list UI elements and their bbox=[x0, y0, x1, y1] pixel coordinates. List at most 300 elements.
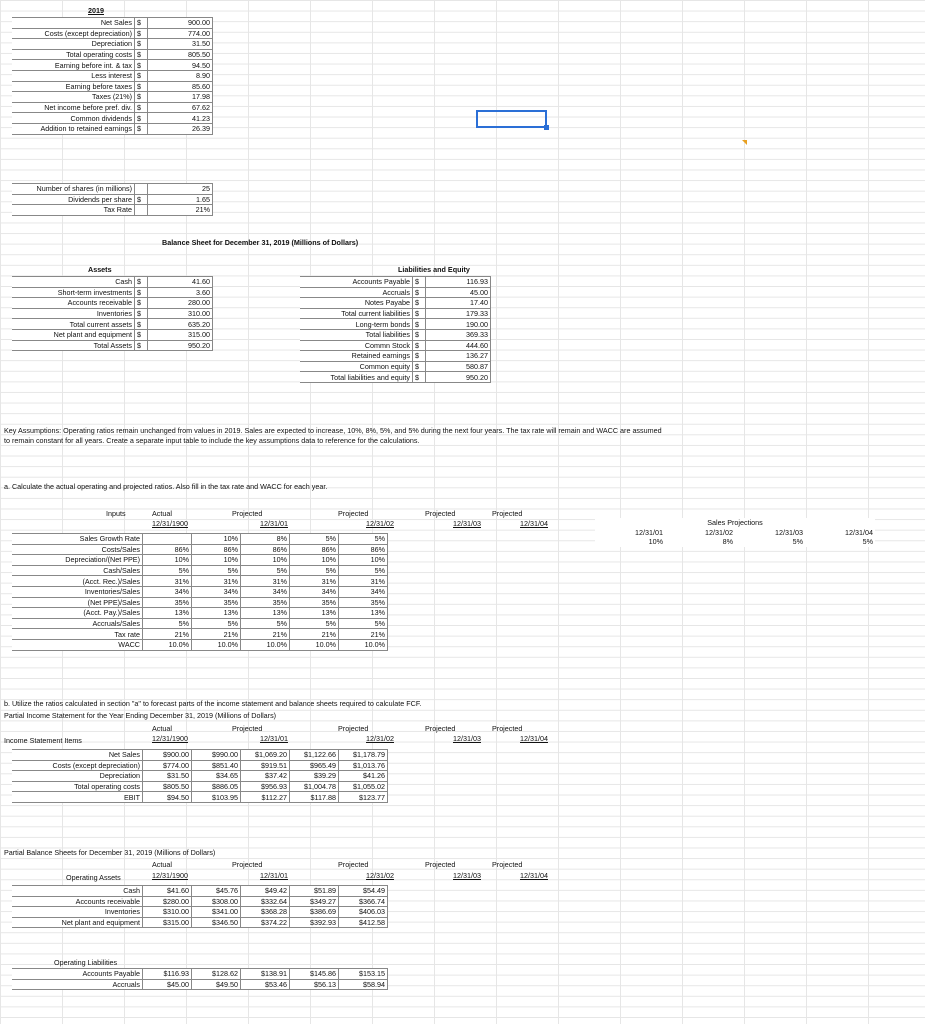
currency-symbol: $ bbox=[135, 308, 148, 319]
value-cell[interactable]: 35% bbox=[339, 597, 388, 608]
value-cell[interactable]: $406.03 bbox=[339, 907, 388, 918]
row-value[interactable]: 116.93 bbox=[426, 277, 491, 288]
value-cell[interactable]: $41.26 bbox=[339, 771, 388, 782]
row-label: Inventories bbox=[12, 308, 135, 319]
value-cell[interactable]: 34% bbox=[143, 586, 192, 597]
row-label: Total operating costs bbox=[12, 49, 135, 60]
currency-symbol: $ bbox=[135, 329, 148, 340]
currency-symbol: $ bbox=[135, 194, 148, 205]
value-cell[interactable]: $103.95 bbox=[192, 792, 241, 803]
currency-symbol: $ bbox=[135, 102, 148, 113]
table-row bbox=[595, 537, 875, 547]
row-value[interactable]: 25 bbox=[148, 184, 213, 195]
value-cell[interactable]: $128.62 bbox=[192, 969, 241, 980]
row-label: Total current liabilities bbox=[300, 308, 413, 319]
table-row bbox=[12, 781, 388, 792]
value-cell[interactable]: $349.27 bbox=[290, 896, 339, 907]
value-cell[interactable]: $374.22 bbox=[241, 917, 290, 928]
value-cell[interactable]: 10% bbox=[241, 555, 290, 566]
value-cell[interactable]: $386.69 bbox=[290, 907, 339, 918]
table-row bbox=[12, 194, 213, 205]
row-value[interactable]: 17.40 bbox=[426, 298, 491, 309]
currency-symbol: $ bbox=[135, 340, 148, 351]
column-date: 12/31/01 bbox=[260, 734, 288, 743]
table-row bbox=[12, 917, 388, 928]
column-type: Projected bbox=[492, 724, 523, 733]
table-row bbox=[300, 372, 491, 383]
column-type: Projected bbox=[425, 860, 456, 869]
table-row bbox=[300, 361, 491, 372]
value-cell[interactable]: $145.86 bbox=[290, 969, 339, 980]
value-cell[interactable]: 31% bbox=[192, 576, 241, 587]
value-cell[interactable]: $886.05 bbox=[192, 781, 241, 792]
table-row bbox=[12, 597, 388, 608]
row-label: Less interest bbox=[12, 70, 135, 81]
value-cell[interactable]: $805.50 bbox=[143, 781, 192, 792]
value-cell[interactable]: $31.50 bbox=[143, 771, 192, 782]
currency-symbol: $ bbox=[135, 287, 148, 298]
liabilities-header: Liabilities and Equity bbox=[398, 265, 470, 274]
currency-symbol: $ bbox=[413, 319, 426, 330]
row-value[interactable]: 3.60 bbox=[148, 287, 213, 298]
table-row bbox=[12, 969, 388, 980]
table-row bbox=[300, 351, 491, 362]
value-cell[interactable]: $116.93 bbox=[143, 969, 192, 980]
column-date: 12/31/1900 bbox=[152, 519, 188, 528]
value-cell[interactable]: $123.77 bbox=[339, 792, 388, 803]
balance-sheet-title: Balance Sheet for December 31, 2019 (Millions of Dollars) bbox=[162, 238, 359, 247]
value-cell[interactable]: 10% bbox=[339, 555, 388, 566]
value-cell[interactable]: 31% bbox=[290, 576, 339, 587]
currency-symbol: $ bbox=[135, 49, 148, 60]
key-assumptions-line2: to remain constant for all years. Create a separate input table to include the key assumptions data to reference for the calculations. bbox=[4, 436, 420, 445]
row-label: Accruals bbox=[300, 287, 413, 298]
value-cell[interactable]: 34% bbox=[339, 586, 388, 597]
part-b-instruction: b. Utilize the ratios calculated in section "a" to forecast parts of the income statement and balance sheets required to calculate FCF. bbox=[4, 699, 422, 708]
column-date: 12/31/1900 bbox=[152, 871, 188, 880]
column-type: Projected bbox=[338, 509, 369, 518]
value-cell[interactable]: $54.49 bbox=[339, 886, 388, 897]
column-type: Actual bbox=[152, 509, 172, 518]
currency-symbol: $ bbox=[135, 70, 148, 81]
row-label: WACC bbox=[12, 639, 143, 650]
table-row bbox=[12, 277, 213, 288]
row-label: Total liabilities bbox=[300, 329, 413, 340]
projection-date: 12/31/04 bbox=[845, 527, 873, 537]
currency-symbol: $ bbox=[135, 81, 148, 92]
value-cell[interactable]: 10.0% bbox=[339, 639, 388, 650]
value-cell[interactable]: 10.0% bbox=[241, 639, 290, 650]
column-date: 12/31/03 bbox=[453, 871, 481, 880]
table-row bbox=[12, 18, 213, 29]
row-value[interactable]: 900.00 bbox=[148, 18, 213, 29]
row-value[interactable]: 805.50 bbox=[148, 49, 213, 60]
column-type: Projected bbox=[425, 509, 456, 518]
value-cell[interactable]: 10% bbox=[192, 534, 241, 545]
sales-projections-title: Sales Projections bbox=[707, 518, 763, 528]
table-row bbox=[12, 329, 213, 340]
table-row bbox=[595, 528, 875, 538]
value-cell[interactable]: 35% bbox=[290, 597, 339, 608]
row-value[interactable]: 21% bbox=[148, 205, 213, 216]
column-type: Projected bbox=[232, 509, 263, 518]
value-cell[interactable]: $112.27 bbox=[241, 792, 290, 803]
row-label: Total Assets bbox=[12, 340, 135, 351]
value-cell[interactable]: $315.00 bbox=[143, 917, 192, 928]
table-row bbox=[12, 39, 213, 50]
row-value[interactable]: 950.20 bbox=[426, 372, 491, 383]
column-date: 12/31/02 bbox=[366, 871, 394, 880]
table-row bbox=[12, 308, 213, 319]
value-cell[interactable]: $56.13 bbox=[290, 979, 339, 990]
value-cell[interactable]: $965.49 bbox=[290, 760, 339, 771]
value-cell[interactable]: $49.42 bbox=[241, 886, 290, 897]
table-row bbox=[12, 886, 388, 897]
row-value[interactable]: 315.00 bbox=[148, 329, 213, 340]
value-cell[interactable]: $34.65 bbox=[192, 771, 241, 782]
table-row bbox=[300, 340, 491, 351]
table-row bbox=[12, 639, 388, 650]
value-cell[interactable]: 5% bbox=[241, 565, 290, 576]
value-cell[interactable]: 34% bbox=[290, 586, 339, 597]
projection-date: 12/31/01 bbox=[635, 527, 663, 537]
table-row bbox=[12, 618, 388, 629]
row-label: Short-term investments bbox=[12, 287, 135, 298]
value-cell[interactable]: 5% bbox=[192, 618, 241, 629]
table-row bbox=[12, 113, 213, 124]
table-row bbox=[12, 576, 388, 587]
balance-sheet-partial-title: Partial Balance Sheets for December 31, 2019 (Millions of Dollars) bbox=[4, 848, 216, 857]
value-cell[interactable]: $94.50 bbox=[143, 792, 192, 803]
value-cell[interactable]: 86% bbox=[241, 544, 290, 555]
currency-symbol: $ bbox=[135, 39, 148, 50]
value-cell[interactable]: 5% bbox=[143, 618, 192, 629]
table-row bbox=[12, 608, 388, 619]
currency-symbol: $ bbox=[413, 340, 426, 351]
selected-cell[interactable] bbox=[476, 110, 547, 128]
row-value[interactable]: 310.00 bbox=[148, 308, 213, 319]
currency-symbol: $ bbox=[413, 329, 426, 340]
currency-symbol: $ bbox=[135, 319, 148, 330]
column-date: 12/31/04 bbox=[520, 519, 548, 528]
row-value[interactable]: 41.60 bbox=[148, 277, 213, 288]
value-cell[interactable]: 5% bbox=[290, 618, 339, 629]
table-row bbox=[12, 70, 213, 81]
value-cell[interactable]: 21% bbox=[192, 629, 241, 640]
comment-marker bbox=[742, 140, 747, 145]
table-row bbox=[300, 329, 491, 340]
row-value[interactable]: 85.60 bbox=[148, 81, 213, 92]
value-cell[interactable]: 31% bbox=[339, 576, 388, 587]
table-row bbox=[300, 298, 491, 309]
column-date: 12/31/03 bbox=[453, 519, 481, 528]
row-value[interactable]: 635.20 bbox=[148, 319, 213, 330]
row-value[interactable]: 580.87 bbox=[426, 361, 491, 372]
column-type: Projected bbox=[492, 860, 523, 869]
value-cell[interactable]: 21% bbox=[143, 629, 192, 640]
table-row bbox=[12, 49, 213, 60]
row-value[interactable]: 136.27 bbox=[426, 351, 491, 362]
column-type: Actual bbox=[152, 724, 172, 733]
row-label: Number of shares (in millions) bbox=[12, 184, 135, 195]
table-row bbox=[12, 771, 388, 782]
value-cell[interactable]: $392.93 bbox=[290, 917, 339, 928]
row-label: Earning before taxes bbox=[12, 81, 135, 92]
table-row bbox=[300, 319, 491, 330]
value-cell[interactable]: $53.46 bbox=[241, 979, 290, 990]
table-row bbox=[12, 205, 213, 216]
value-cell[interactable]: 35% bbox=[143, 597, 192, 608]
row-label: Notes Payabe bbox=[300, 298, 413, 309]
value-cell[interactable]: $956.93 bbox=[241, 781, 290, 792]
value-cell[interactable]: $774.00 bbox=[143, 760, 192, 771]
currency-symbol: $ bbox=[413, 277, 426, 288]
value-cell[interactable]: $117.88 bbox=[290, 792, 339, 803]
value-cell[interactable]: 10% bbox=[192, 555, 241, 566]
table-row bbox=[12, 60, 213, 71]
row-label: Depreciation/(Net PPE) bbox=[12, 555, 143, 566]
projection-value[interactable]: 8% bbox=[722, 537, 733, 547]
value-cell[interactable]: $37.42 bbox=[241, 771, 290, 782]
row-label: Costs (except depreciation) bbox=[12, 760, 143, 771]
table-row bbox=[12, 896, 388, 907]
currency-symbol: $ bbox=[135, 298, 148, 309]
row-label: Net plant and equipment bbox=[12, 917, 143, 928]
income-statement-title: Partial Income Statement for the Year Ending December 31, 2019 (Millions of Dollars) bbox=[4, 711, 277, 720]
value-cell[interactable]: $45.00 bbox=[143, 979, 192, 990]
projection-value[interactable]: 10% bbox=[648, 537, 663, 547]
row-value[interactable]: 369.33 bbox=[426, 329, 491, 340]
value-cell[interactable]: $346.50 bbox=[192, 917, 241, 928]
value-cell[interactable]: 5% bbox=[339, 565, 388, 576]
value-cell[interactable]: $341.00 bbox=[192, 907, 241, 918]
table-row bbox=[12, 629, 388, 640]
row-value[interactable]: 190.00 bbox=[426, 319, 491, 330]
row-value[interactable]: 8.90 bbox=[148, 70, 213, 81]
value-cell[interactable]: $900.00 bbox=[143, 750, 192, 761]
row-label: Accruals bbox=[12, 979, 143, 990]
row-value[interactable]: 950.20 bbox=[148, 340, 213, 351]
row-label: Costs/Sales bbox=[12, 544, 143, 555]
row-label: Retained earnings bbox=[300, 351, 413, 362]
projection-value[interactable]: 5% bbox=[862, 537, 873, 547]
value-cell[interactable]: 31% bbox=[241, 576, 290, 587]
row-value[interactable]: 26.39 bbox=[148, 123, 213, 134]
row-label: Cash/Sales bbox=[12, 565, 143, 576]
value-cell[interactable]: 10.0% bbox=[143, 639, 192, 650]
value-cell[interactable]: 10.0% bbox=[290, 639, 339, 650]
column-date: 12/31/03 bbox=[453, 734, 481, 743]
value-cell[interactable]: $308.00 bbox=[192, 896, 241, 907]
value-cell[interactable]: 5% bbox=[290, 565, 339, 576]
assets-table bbox=[12, 276, 213, 351]
value-cell[interactable]: 86% bbox=[339, 544, 388, 555]
row-label: Accounts Payable bbox=[12, 969, 143, 980]
table-row bbox=[12, 979, 388, 990]
row-label: Accounts Payable bbox=[300, 277, 413, 288]
table-row bbox=[12, 102, 213, 113]
operating-assets-table bbox=[12, 885, 388, 928]
row-label: Earning before int. & tax bbox=[12, 60, 135, 71]
currency-symbol: $ bbox=[413, 351, 426, 362]
value-cell[interactable]: 86% bbox=[290, 544, 339, 555]
row-value[interactable]: 280.00 bbox=[148, 298, 213, 309]
column-date: 12/31/01 bbox=[260, 519, 288, 528]
value-cell[interactable]: $1,122.66 bbox=[290, 750, 339, 761]
row-label: Long-term bonds bbox=[300, 319, 413, 330]
currency-symbol: $ bbox=[135, 60, 148, 71]
table-row bbox=[595, 518, 875, 528]
projection-date: 12/31/02 bbox=[705, 527, 733, 537]
value-cell[interactable]: $1,004.78 bbox=[290, 781, 339, 792]
table-row bbox=[12, 565, 388, 576]
part-a-instruction: a. Calculate the actual operating and projected ratios. Also fill in the tax rate and WACC for each year. bbox=[4, 482, 328, 491]
value-cell[interactable]: $153.15 bbox=[339, 969, 388, 980]
value-cell[interactable]: $366.74 bbox=[339, 896, 388, 907]
value-cell[interactable]: 21% bbox=[339, 629, 388, 640]
column-type: Projected bbox=[492, 509, 523, 518]
table-row bbox=[12, 184, 213, 195]
value-cell[interactable]: $332.64 bbox=[241, 896, 290, 907]
value-cell[interactable]: 13% bbox=[339, 608, 388, 619]
key-assumptions-line1: Key Assumptions: Operating ratios remain unchanged from values in 2019. Sales are expected to increase, 10%, 8%, 5%, and 5% during the next four years. The tax rate will remain and WACC are assumed bbox=[4, 426, 662, 435]
value-cell[interactable]: 5% bbox=[241, 618, 290, 629]
column-type: Projected bbox=[425, 724, 456, 733]
value-cell[interactable]: $310.00 bbox=[143, 907, 192, 918]
column-type: Actual bbox=[152, 860, 172, 869]
table-row bbox=[12, 340, 213, 351]
value-cell[interactable]: $280.00 bbox=[143, 896, 192, 907]
row-label: Net income before pref. div. bbox=[12, 102, 135, 113]
value-cell[interactable]: 10.0% bbox=[192, 639, 241, 650]
value-cell[interactable]: $990.00 bbox=[192, 750, 241, 761]
value-cell[interactable]: $41.60 bbox=[143, 886, 192, 897]
value-cell[interactable]: 35% bbox=[241, 597, 290, 608]
value-cell[interactable]: 10% bbox=[290, 555, 339, 566]
row-value[interactable]: 179.33 bbox=[426, 308, 491, 319]
row-label: Accruals/Sales bbox=[12, 618, 143, 629]
value-cell[interactable]: $1,178.79 bbox=[339, 750, 388, 761]
row-label: Addition to retained earnings bbox=[12, 123, 135, 134]
sales-projections-table bbox=[595, 518, 875, 547]
table-row bbox=[12, 544, 388, 555]
row-label: Total current assets bbox=[12, 319, 135, 330]
value-cell[interactable]: 13% bbox=[143, 608, 192, 619]
value-cell[interactable] bbox=[143, 534, 192, 545]
currency-symbol: $ bbox=[413, 372, 426, 383]
row-value[interactable]: 45.00 bbox=[426, 287, 491, 298]
value-cell[interactable]: $412.58 bbox=[339, 917, 388, 928]
year-heading: 2019 bbox=[88, 6, 104, 15]
value-cell[interactable]: $138.91 bbox=[241, 969, 290, 980]
assets-header: Assets bbox=[88, 265, 112, 274]
value-cell[interactable]: $58.94 bbox=[339, 979, 388, 990]
column-date: 12/31/02 bbox=[366, 519, 394, 528]
value-cell[interactable]: 34% bbox=[241, 586, 290, 597]
row-value[interactable]: 41.23 bbox=[148, 113, 213, 124]
income-2019-table bbox=[12, 17, 213, 135]
row-label: Total operating costs bbox=[12, 781, 143, 792]
row-value[interactable]: 31.50 bbox=[148, 39, 213, 50]
currency-symbol: $ bbox=[135, 18, 148, 29]
row-label: Depreciation bbox=[12, 39, 135, 50]
value-cell[interactable]: $1,013.76 bbox=[339, 760, 388, 771]
table-row bbox=[300, 277, 491, 288]
value-cell[interactable]: $51.89 bbox=[290, 886, 339, 897]
row-label: Depreciation bbox=[12, 771, 143, 782]
value-cell[interactable]: 13% bbox=[192, 608, 241, 619]
projection-value[interactable]: 5% bbox=[792, 537, 803, 547]
value-cell[interactable]: $919.51 bbox=[241, 760, 290, 771]
column-date: 12/31/1900 bbox=[152, 734, 188, 743]
column-date: 12/31/02 bbox=[366, 734, 394, 743]
liabilities-table bbox=[300, 276, 491, 383]
row-label: (Acct. Rec.)/Sales bbox=[12, 576, 143, 587]
value-cell[interactable]: $368.28 bbox=[241, 907, 290, 918]
row-label: Inventories bbox=[12, 907, 143, 918]
value-cell[interactable]: $1,069.20 bbox=[241, 750, 290, 761]
value-cell[interactable]: $1,055.02 bbox=[339, 781, 388, 792]
value-cell[interactable]: 13% bbox=[241, 608, 290, 619]
value-cell[interactable]: 86% bbox=[143, 544, 192, 555]
row-value[interactable]: 444.60 bbox=[426, 340, 491, 351]
row-label: Dividends per share bbox=[12, 194, 135, 205]
row-value[interactable]: 774.00 bbox=[148, 28, 213, 39]
value-cell[interactable]: 5% bbox=[143, 565, 192, 576]
row-value[interactable]: 67.62 bbox=[148, 102, 213, 113]
table-row bbox=[12, 760, 388, 771]
row-label: Common dividends bbox=[12, 113, 135, 124]
row-value[interactable]: 1.65 bbox=[148, 194, 213, 205]
row-label: EBIT bbox=[12, 792, 143, 803]
value-cell[interactable]: 21% bbox=[241, 629, 290, 640]
row-value[interactable]: 17.98 bbox=[148, 92, 213, 103]
value-cell[interactable]: 86% bbox=[192, 544, 241, 555]
value-cell[interactable]: $851.40 bbox=[192, 760, 241, 771]
value-cell[interactable]: $45.76 bbox=[192, 886, 241, 897]
value-cell[interactable]: $49.50 bbox=[192, 979, 241, 990]
value-cell[interactable]: 10% bbox=[143, 555, 192, 566]
table-row bbox=[12, 534, 388, 545]
value-cell[interactable]: 35% bbox=[192, 597, 241, 608]
value-cell[interactable]: 8% bbox=[241, 534, 290, 545]
value-cell[interactable]: 34% bbox=[192, 586, 241, 597]
row-label: Cash bbox=[12, 886, 143, 897]
value-cell[interactable]: 21% bbox=[290, 629, 339, 640]
value-cell[interactable]: 13% bbox=[290, 608, 339, 619]
row-label: Net Sales bbox=[12, 18, 135, 29]
currency-symbol: $ bbox=[135, 92, 148, 103]
value-cell[interactable]: 5% bbox=[290, 534, 339, 545]
row-value[interactable]: 94.50 bbox=[148, 60, 213, 71]
currency-symbol: $ bbox=[413, 308, 426, 319]
operating-assets-header: Operating Assets bbox=[66, 873, 121, 882]
currency-symbol: $ bbox=[413, 287, 426, 298]
value-cell[interactable]: 5% bbox=[192, 565, 241, 576]
table-row bbox=[12, 92, 213, 103]
currency-symbol bbox=[135, 205, 148, 216]
value-cell[interactable]: 5% bbox=[339, 534, 388, 545]
table-row bbox=[12, 81, 213, 92]
value-cell[interactable]: 31% bbox=[143, 576, 192, 587]
column-date: 12/31/04 bbox=[520, 871, 548, 880]
column-date: 12/31/01 bbox=[260, 871, 288, 880]
row-label: Total liabilities and equity bbox=[300, 372, 413, 383]
currency-symbol: $ bbox=[413, 298, 426, 309]
column-type: Projected bbox=[338, 860, 369, 869]
value-cell[interactable]: 5% bbox=[339, 618, 388, 629]
value-cell[interactable]: $39.29 bbox=[290, 771, 339, 782]
